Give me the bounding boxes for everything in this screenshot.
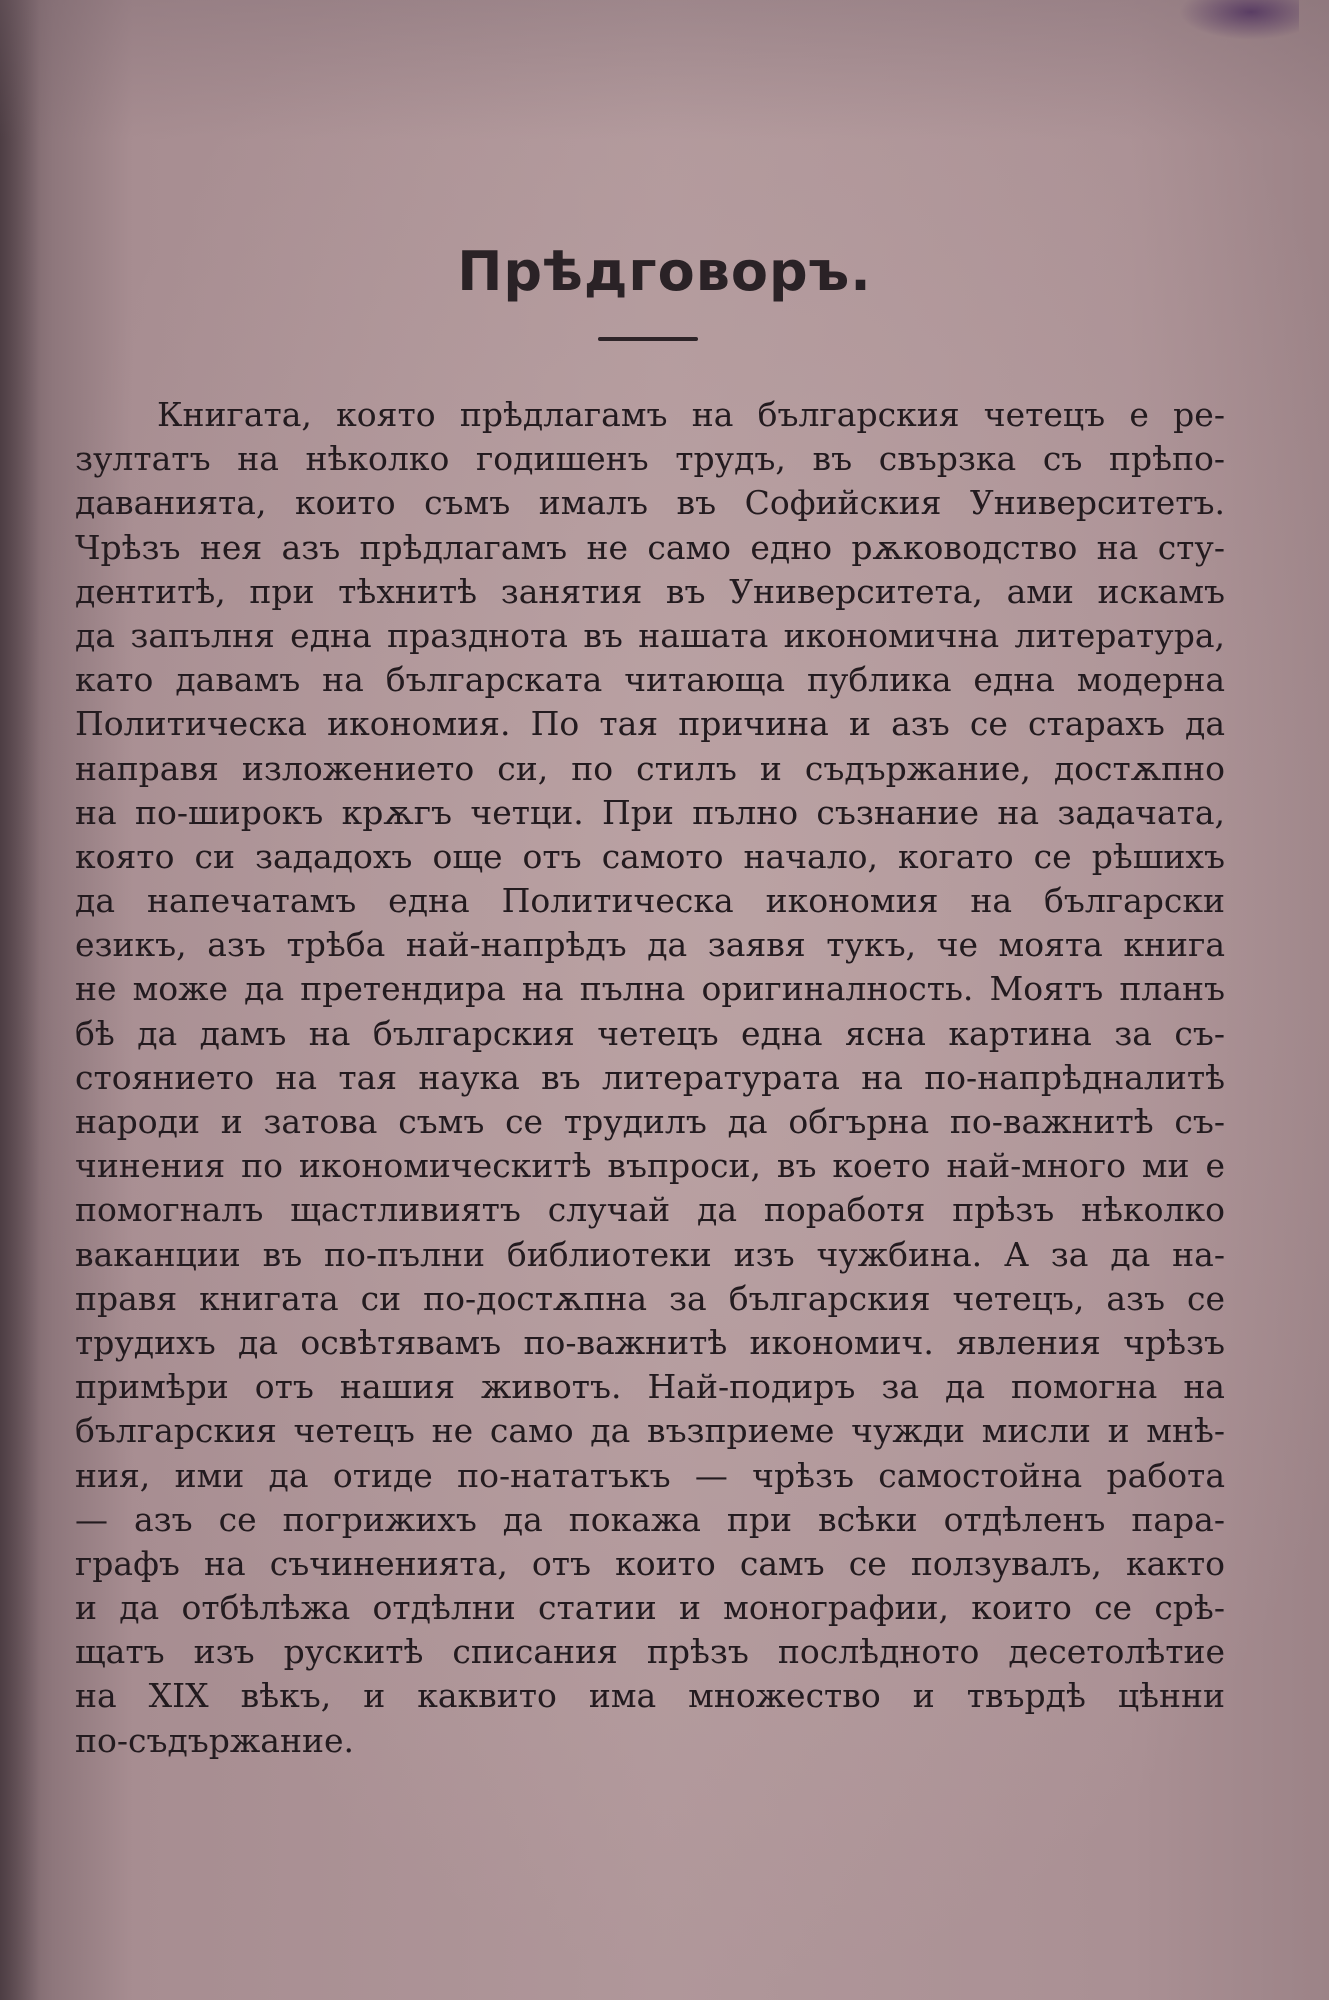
text-line: — азъ се погрижихъ да покажа при всѣки отдѣленъ пара- — [75, 1499, 1225, 1539]
text-line: като давамъ на българската читающа публика една модерна — [75, 660, 1225, 700]
text-line: да запълня една празднота въ нашата икономична литература, — [75, 615, 1225, 655]
text-line: която си зададохъ още отъ самото начало, когато се рѣшихъ — [75, 836, 1225, 876]
text-line: стоянието на тая наука въ литературата на по-напрѣдналитѣ — [75, 1057, 1225, 1097]
preface-paragraph — [75, 393, 1225, 1763]
text-line: ния, ими да отиде по-нататъкъ — чрѣзъ самостойна работа — [75, 1455, 1225, 1495]
text-line: по-съдържание. — [75, 1720, 354, 1760]
text-line: правя книгата си по-достѫпна за българския четецъ, азъ се — [75, 1278, 1225, 1318]
text-line: дентитѣ, при тѣхнитѣ занятия въ Университета, ами искамъ — [75, 571, 1225, 611]
text-line: трудихъ да освѣтявамъ по-важнитѣ икономич. явления чрѣзъ — [75, 1322, 1225, 1362]
text-line: Книгата, която прѣдлагамъ на българския четецъ е ре- — [157, 395, 1225, 434]
text-line: да напечатамъ една Политическа икономия на български — [75, 881, 1225, 921]
text-line: езикъ, азъ трѣба най-напрѣдъ да заявя тукъ, че моята книга — [75, 925, 1225, 965]
text-line: примѣри отъ нашия животъ. Най-подиръ за да помогна на — [75, 1367, 1225, 1407]
text-line: помогналъ щастливиятъ случай да поработя прѣзъ нѣколко — [75, 1190, 1225, 1230]
page-title: Прѣдговоръ. — [457, 240, 872, 303]
text-line: ваканции въ по-пълни библиотеки изъ чужбина. А за да на- — [75, 1234, 1225, 1274]
title-rule — [598, 337, 698, 341]
text-line: на XIX вѣкъ, и каквито има множество и твърдѣ цѣнни — [75, 1676, 1225, 1716]
page-top-shade — [0, 0, 1329, 140]
text-line: даванията, които съмъ имaлъ въ Софийския Университетъ. — [75, 483, 1225, 523]
text-line: щатъ изъ рускитѣ списания прѣзъ послѣдното десетолѣтие — [75, 1632, 1225, 1672]
text-line: графъ на съчиненията, отъ които самъ се ползувалъ, както — [75, 1543, 1225, 1583]
text-line: Чрѣзъ нея азъ прѣдлагамъ не само едно рѫководство на сту- — [75, 527, 1225, 567]
text-line: зултатъ на нѣколко годишенъ трудъ, въ свързка съ прѣпо- — [75, 439, 1225, 479]
text-line: на по-широкъ крѫгъ четци. При пълно съзнание на задачата, — [75, 792, 1225, 832]
text-line: народи и затова съмъ се трудилъ да обгърна по-важнитѣ съ- — [75, 1102, 1225, 1141]
ink-stain — [1179, 0, 1299, 40]
text-line: направя изложението си, по стилъ и съдържание, достѫпно — [75, 748, 1225, 788]
text-line: чинения по икономическитѣ въпроси, въ което най-много ми е — [75, 1146, 1225, 1186]
text-line: и да отбѣлѣжа отдѣлни статии и монографии, които се срѣ- — [75, 1588, 1225, 1628]
text-line: бѣ да дамъ на българския четецъ една ясна картина за съ- — [75, 1013, 1225, 1053]
text-line: Политическа икономия. По тая причина и азъ се старахъ да — [75, 704, 1225, 744]
text-line: не може да претендира на пълна оригиналность. Моятъ планъ — [75, 969, 1225, 1009]
text-line: българския четецъ не само да възприеме чужди мисли и мнѣ- — [75, 1411, 1225, 1451]
